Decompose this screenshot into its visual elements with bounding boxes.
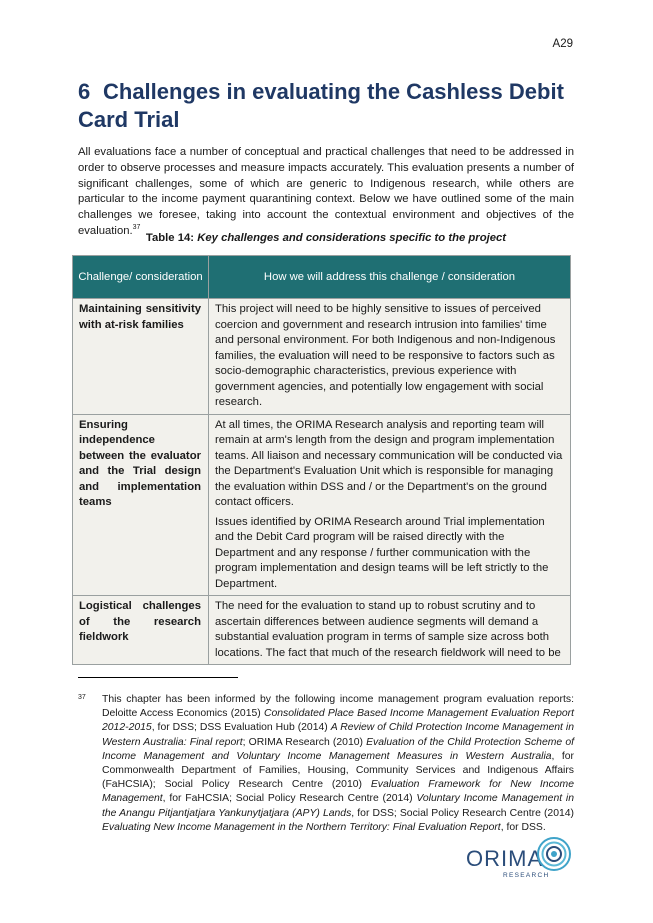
footnote-segment: ; ORIMA Research (2010) <box>242 736 367 748</box>
challenge-cell: Maintaining sensitivity with at-risk families <box>73 299 209 415</box>
table-row <box>73 414 571 596</box>
footnote-divider <box>78 677 238 678</box>
section-heading <box>78 78 578 134</box>
response-cell <box>209 299 571 415</box>
footnote-mark: 37 <box>78 694 86 701</box>
intro-text: All evaluations face a number of conceptual and practical challenges that need to be addressed in order to observe processes and measure impacts accurately. This evaluation presents a number of significant challenges, some of which are generic to Indigenous research, while others are particular to the income payment quarantining context. Below we have outlined some of the main challenges we foresee, taking into account the contextual environment and objectives of the evaluation. <box>78 146 574 237</box>
caption-title: Key challenges and considerations specific to the project <box>197 232 507 244</box>
footnote-report-title: A Review of Child Protection Income Management in Western Australia: Final report <box>102 722 574 748</box>
footnote-report-title: Evaluation of the Child Protection Scheme of Income Management and Voluntary Income Management Measures in Western Australia <box>102 736 574 762</box>
response-paragraph: This project will need to be highly sensitive to issues of perceived coercion and government and research intrusion into families' time and personal environment. For both Indigenous and non-Indigenous families, the evaluation will need to be responsive to factors such as socio-demographic characteristics, previous experience with government agencies, and potentially low engagement with social research. <box>215 303 556 408</box>
footnote-segment: , for DSS; Social Policy Research Centre (2014) <box>351 807 574 819</box>
table-row <box>73 299 571 415</box>
footnote-report-title: Voluntary Income Management in the Anangu Pitjantjatjara Yankunytjatjara (APY) Lands <box>102 793 574 819</box>
footnote-report-title: Evaluating New Income Management in the Northern Territory: Final Evaluation Report <box>102 821 501 833</box>
header-challenge: Challenge/ consideration <box>73 256 209 299</box>
table-caption <box>78 232 574 244</box>
footnote-segment: , for DSS. <box>500 821 546 833</box>
section-title: Challenges in evaluating the Cashless Debit Card Trial <box>78 79 564 132</box>
footnote-text <box>102 693 574 835</box>
challenges-table <box>72 255 571 665</box>
footnote-segment: This chapter has been informed by the following income management program evaluation reports: Deloitte Access Economics (2015) <box>102 694 574 720</box>
response-cell <box>209 596 571 665</box>
footnote-ref[interactable]: 37 <box>132 224 141 232</box>
response-paragraph: At all times, the ORIMA Research analysis and reporting team will remain at arm's length from the design and program implementation teams. All liaison and necessary communication will be conducted via the Department's Evaluation Unit which is responsible for managing the evaluation within DSS and / or the Department's on the ground contact officers. <box>215 418 563 508</box>
caption-label: Table 14: <box>145 232 195 244</box>
response-paragraph: Issues identified by ORIMA Research around Trial implementation and the Debit Card program will be raised directly with the Department and any response / further communication with the program implementation and design teams will be left strictly to the Department. <box>215 515 549 590</box>
challenge-cell: Ensuring independence between the evaluator and the Trial design and implementation teams <box>73 414 209 596</box>
header-response: How we will address this challenge / consideration <box>209 256 571 299</box>
orima-logo <box>466 836 574 882</box>
footnote-segment: , for FaHCSIA; Social Policy Research Centre (2014) <box>162 793 417 805</box>
table-row <box>73 596 571 665</box>
logo-wordmark: ORIMA <box>466 846 544 871</box>
logo-subtitle: RESEARCH <box>503 872 550 879</box>
challenge-cell: Logistical challenges of the research fieldwork <box>73 596 209 665</box>
page-number: A29 <box>552 38 573 50</box>
intro-paragraph <box>78 145 574 240</box>
table-header-row <box>73 256 571 299</box>
footnote-segment: , for DSS; DSS Evaluation Hub (2014) <box>151 722 331 734</box>
footnote-report-title: Evaluation Framework for New Income Management <box>102 779 574 805</box>
footnote <box>78 693 574 835</box>
footnote-report-title: Consolidated Place Based Income Management Evaluation Report 2012-2015 <box>102 708 574 734</box>
response-paragraph: The need for the evaluation to stand up to robust scrutiny and to ascertain differences between audience segments will demand a substantial evaluation program in terms of sample size across both locations. The fact that much of the research fieldwork will need to be <box>215 600 561 659</box>
section-number: 6 <box>78 79 91 104</box>
response-cell <box>209 414 571 596</box>
footnote-segment: , for Commonwealth Department of Families, Housing, Community Services and Indigenous Affairs (FaHCSIA); Social Policy Research Centre (2010) <box>102 750 574 791</box>
logo-rings-icon <box>536 836 572 872</box>
